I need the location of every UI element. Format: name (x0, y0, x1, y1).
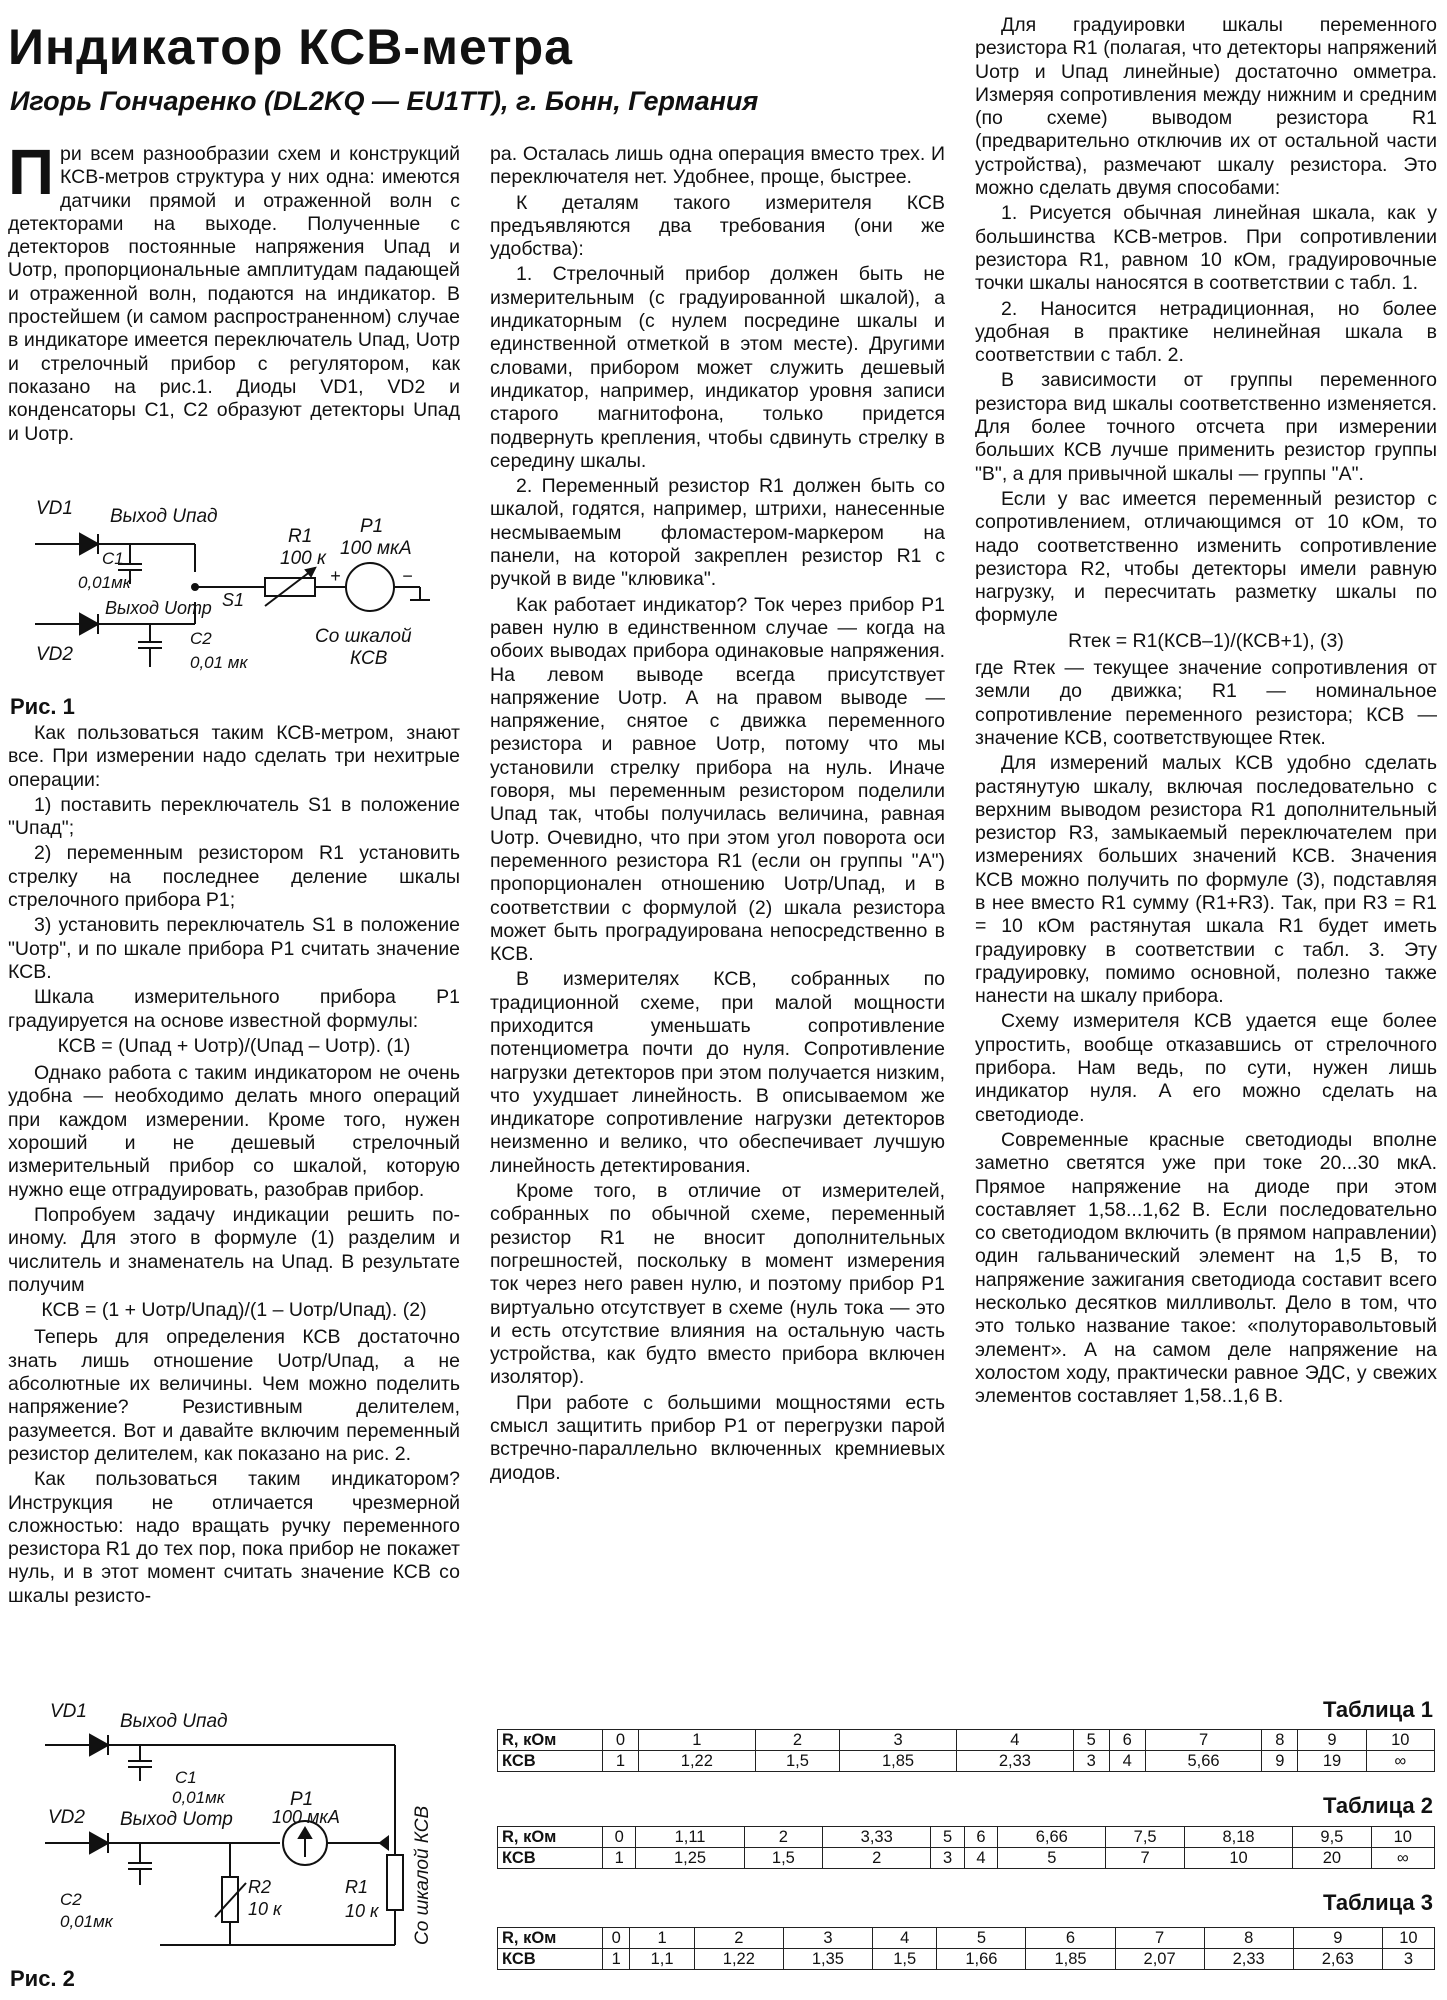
table-row (498, 1848, 1435, 1869)
table-cell: 6 (964, 1827, 997, 1848)
column-1-lower (8, 722, 460, 1610)
table-cell: 8 (1262, 1730, 1298, 1751)
table-cell: 2 (823, 1848, 931, 1869)
table-cell: 5 (937, 1928, 1026, 1949)
fig1-r1-label: R1 (288, 526, 313, 547)
article-title: Индикатор КСВ-метра (8, 19, 573, 75)
column-1 (8, 136, 460, 448)
table-3-title: Таблица 3 (1322, 1890, 1433, 1915)
drop-cap: П (8, 136, 54, 208)
list-item: 3) установить переключатель S1 в положение "Uотр", и по шкале прибора P1 считать значение КСВ. (8, 914, 460, 983)
paragraph: Как пользоваться таким индикатором? Инструкция не отличается чрезмерной сложностью: надо вращать ручку переменного резистора R1 до тех пор, пока прибор не покажет нуль, и в этот момент считать значение КСВ со шкалы резисто- (8, 1468, 460, 1607)
table-cell: 5 (998, 1848, 1106, 1869)
paragraph: При работе с большими мощностями есть смысл защитить прибор P1 от перегрузки парой встречно-параллельно включенных кремниевых диодов. (490, 1391, 945, 1484)
paragraph-text: ри всем разнообразии схем и конструкций КСВ-метров структура у них одна: имеются датчики прямой и отраженной волн с детекторами на выходе. Полученные с детекторов постоянные напряжения Uпад и Uотр, пропорциональные амплитудам падающей и отраженной волн, подаются на индикатор. В простейшем (и самом распространенном) случае в индикаторе имеется переключатель Uпад, Uотр и стрелочный прибор с регулятором, как показано на рис.1. Диоды VD1, VD2 и конденсаторы C1, C2 образуют детекторы Uпад и Uотр. (8, 143, 460, 445)
table-cell: 1,66 (937, 1949, 1026, 1970)
table-cell: 1 (603, 1848, 636, 1869)
fig1-c2-label: C2 (190, 629, 212, 648)
fig1-vd1-label: VD1 (36, 498, 73, 519)
table-cell: 3 (931, 1848, 964, 1869)
figure-1-caption: Рис. 1 (10, 694, 75, 719)
fig1-out-otr-label: Выход Uотр (105, 598, 212, 618)
table-cell: 1,22 (638, 1751, 755, 1772)
fig1-c2-value: 0,01 мк (190, 653, 248, 672)
table-cell: 3 (783, 1928, 872, 1949)
paragraph: Шкала измерительного прибора P1 градуируется на основе известной формулы: (8, 986, 460, 1032)
formula-1: КСВ = (Uпад + Uотр)/(Uпад – Uотр). (1) (57, 1034, 411, 1057)
table-row (498, 1928, 1435, 1949)
table-row (498, 1827, 1435, 1848)
table-row (498, 1730, 1435, 1751)
fig2-c1-label: C1 (175, 1768, 197, 1787)
table-cell: 4 (956, 1730, 1073, 1751)
table-cell: 1,5 (744, 1848, 822, 1869)
fig1-s1-label: S1 (222, 590, 245, 610)
table-cell: 1 (603, 1949, 630, 1970)
table-cell: 2 (755, 1730, 839, 1751)
fig1-p1-value: 100 мкА (340, 538, 412, 559)
fig1-r1-value: 100 к (280, 548, 326, 569)
paragraph: Современные красные светодиоды вполне заметно светятся уже при токе 20...30 мкА. Прямое напряжение на диоде при этом составляет 1,58...1,62 В. Если последовательно со светодиодом включить (в прямом направлении) один гальванический элемент на 1,5 В, то напряжение зажигания светодиода составит всего несколько десятков милливольт. Дело в том, что это только название такое: «полуторавольтовый элемент». А на самом деле напряжение на холостом ходу, практически равное ЭДС, у свежих элементов составляет 1,58..1,6 В. (975, 1128, 1437, 1408)
table-cell: 7,5 (1106, 1827, 1184, 1848)
table-cell: 5 (1073, 1730, 1109, 1751)
table-cell: 10 (1184, 1848, 1292, 1869)
table-1-title: Таблица 1 (1322, 1697, 1433, 1722)
table-cell: 8 (1204, 1928, 1293, 1949)
fig2-c2-label: C2 (60, 1890, 82, 1909)
table-cell: 5,66 (1145, 1751, 1262, 1772)
fig2-p1-value: 100 мкА (272, 1807, 340, 1827)
fig2-out-pad-label: Выход Uпад (120, 1711, 228, 1732)
table-cell: 6 (1109, 1730, 1145, 1751)
table-cell: 7 (1106, 1848, 1184, 1869)
list-item: 2. Переменный резистор R1 должен быть со шкалой, годятся, например, штрихи, нанесенные несмываемым фломастером-маркером на панели, на которой закреплен резистор R1 с ручкой в виде "клювика". (490, 475, 945, 591)
table-cell: 1,25 (636, 1848, 744, 1869)
paragraph: В измерителях КСВ, собранных по традиционной схеме, при малой мощности приходится уменьшать сопротивление потенциометра почти до нуля. Сопротивление нагрузки детекторов при этом получается низким, что ухудшает линейность. В описываемом же индикаторе сопротивление нагрузки детекторов неизменно и велико, что обеспечивает лучшую линейность детектирования. (490, 968, 945, 1177)
table-cell: 2,33 (956, 1751, 1073, 1772)
fig2-scale-label: Со шкалой КСВ (412, 1805, 433, 1945)
figure-2-schematic (10, 1695, 460, 1965)
figure-2-caption: Рис. 2 (10, 1966, 75, 1991)
paragraph: Схему измерителя КСВ удается еще более упростить, вообще отказавшись от стрелочного прибора. Нам ведь, по сути, нужен лишь индикатор нуля. А его можно сделать на светодиоде. (975, 1010, 1437, 1126)
table-2-title: Таблица 2 (1322, 1793, 1433, 1818)
table-1 (497, 1729, 1435, 1772)
row-header: КСВ (498, 1949, 603, 1970)
table-cell: 2,07 (1115, 1949, 1204, 1970)
list-item: 1) поставить переключатель S1 в положение "Uпад"; (8, 793, 460, 840)
table-row (498, 1949, 1435, 1970)
fig2-vd2-label: VD2 (48, 1807, 85, 1828)
fig2-r2-label: R2 (248, 1877, 272, 1897)
table-2 (497, 1826, 1435, 1869)
table-cell: 9 (1298, 1730, 1366, 1751)
table-3 (497, 1927, 1435, 1970)
fig1-c1-value: 0,01мк (78, 573, 131, 592)
paragraph: В зависимости от группы переменного резистора вид шкалы соответственно изменяется. Для более точного отсчета при измерении больших КСВ лучше применить резистор группы "В", а для привычной шкалы — группы "А". (975, 369, 1437, 485)
paragraph: Если у вас имеется переменный резистор с сопротивлением, отличающимся от 10 кОм, то надо соответственно изменить сопротивление резистора R2, чтобы детекторы имели равную нагрузку, и пересчитать разметку шкалы по формуле (975, 487, 1437, 627)
table-cell: 4 (872, 1928, 936, 1949)
figure-1-schematic (10, 492, 460, 692)
paragraph (8, 136, 460, 446)
list-item: 1. Стрелочный прибор должен быть не измерительным (с градуированной шкалой), а индикаторным (с нулем посредине шкалы и единственной отметкой в этом месте). Другими словами, прибором может служить дешевый индикатор, например, индикатор уровня записи старого магнитофона, только придется подвернуть крепления, чтобы сдвинуть стрелку в середину шкалы. (490, 263, 945, 472)
list-item: 1. Рисуется обычная линейная шкала, как у большинства КСВ-метров. При сопротивлении резистора R1, равном 10 кОм, градуировочные точки шкалы наносятся в соответствии с табл. 1. (975, 202, 1437, 295)
fig1-out-pad-label: Выход Uпад (110, 506, 218, 527)
fig2-r1-label: R1 (345, 1877, 369, 1897)
fig1-scale-label-2: КСВ (350, 648, 388, 669)
fig2-vd1-label: VD1 (50, 1701, 87, 1722)
table-cell: 7 (1145, 1730, 1262, 1751)
paragraph: Для измерений малых КСВ удобно сделать растянутую шкалу, включая последовательно с верхним выводом резистора R1 дополнительный резистор R3, замыкаемый переключателем при измерениях больших значений КСВ. Значения КСВ можно получить по формуле (3), подставляя в нее вместо R1 сумму (R1+R3). Так, при R3 = R1 = 10 кОм растянутая шкала R1 будет иметь градуировку в соответствии с табл. 3. Эту градуировку, помимо основной, полезно также нанести на шкалу прибора. (975, 752, 1437, 1008)
fig2-out-otr-label: Выход Uотр (120, 1809, 233, 1830)
table-cell: 1,5 (872, 1949, 936, 1970)
table-cell: 9,5 (1293, 1827, 1371, 1848)
table-cell: 2 (694, 1928, 783, 1949)
table-cell: ∞ (1366, 1751, 1434, 1772)
table-cell: 10 (1366, 1730, 1434, 1751)
table-cell: 1,11 (636, 1827, 744, 1848)
table-cell: 3,33 (823, 1827, 931, 1848)
row-header: R, кОм (498, 1827, 603, 1848)
table-cell: 19 (1298, 1751, 1366, 1772)
fig2-c2-value: 0,01мк (60, 1912, 113, 1931)
table-cell: 3 (1073, 1751, 1109, 1772)
table-cell: 1,22 (694, 1949, 783, 1970)
fig1-p1-label: P1 (360, 516, 384, 537)
table-cell: 2 (744, 1827, 822, 1848)
row-header: R, кОм (498, 1928, 603, 1949)
table-cell: 10 (1371, 1827, 1434, 1848)
paragraph: Как пользоваться таким КСВ-метром, знают все. При измерении надо сделать три нехитрые операции: (8, 722, 460, 791)
table-cell: 8,18 (1184, 1827, 1292, 1848)
table-cell: ∞ (1371, 1848, 1434, 1869)
table-cell: 0 (603, 1827, 636, 1848)
table-cell: 1,5 (755, 1751, 839, 1772)
list-item: 2) переменным резистором R1 установить стрелку на последнее деление шкалы стрелочного прибора P1; (8, 842, 460, 912)
table-cell: 7 (1115, 1928, 1204, 1949)
paragraph: Кроме того, в отличие от измерителей, собранных по обычной схеме, переменный резистор R1 не вносит дополнительных погрешностей, поскольку в момент измерения ток через него равен нулю, и поэтому прибор P1 виртуально отсутствует в схеме (нуль тока — это и есть отсутствие влияния на остальную часть устройства, как будто вместо прибора включен изолятор). (490, 1180, 945, 1389)
table-cell: 6 (1026, 1928, 1115, 1949)
paragraph: ра. Осталась лишь одна операция вместо трех. И переключателя нет. Удобнее, проще, быстрее. (490, 143, 945, 189)
fig1-plus: + (330, 566, 341, 586)
table-cell: 1,85 (1026, 1949, 1115, 1970)
fig1-scale-label: Со шкалой (315, 626, 412, 647)
table-cell: 1 (630, 1928, 694, 1949)
paragraph: Как работает индикатор? Ток через прибор P1 равен нулю в единственном случае — когда на обоих выводах прибора одинаковые напряжения. На левом выводе всегда присутствует напряжение Uотр. А на правом выводе — напряжение, снятое с движка переменного резистора и равное Uотр, потому что мы установили стрелку прибора на нуль. Иначе говоря, мы переменным резистором поделили Uпад так, чтобы получилась величина, равная Uотр. Очевидно, что при этом угол поворота оси переменного резистора R1 (если он группы "А") пропорционален отношению Uотр/Uпад, и в соответствии с формулой (2) шкала резистора может быть проградуирована непосредственно в КСВ. (490, 593, 945, 966)
paragraph: Теперь для определения КСВ достаточно знать лишь отношение Uотр/Uпад, а не абсолютные их величины. Чем можно поделить напряжение? Резистивным делителем, разумеется. Вот и давайте включим переменный резистор делителем, как показано на рис. 2. (8, 1326, 460, 1465)
table-cell: 3 (1382, 1949, 1434, 1970)
table-cell: 1,85 (840, 1751, 957, 1772)
table-cell: 1 (603, 1751, 639, 1772)
table-row (498, 1751, 1435, 1772)
article-author: Игорь Гончаренко (DL2KQ — EU1TT), г. Бонн, Германия (10, 86, 759, 116)
paragraph: К деталям такого измерителя КСВ предъявляются два требования (они же удобства): (490, 191, 945, 261)
table-cell: 0 (603, 1730, 639, 1751)
column-3 (975, 14, 1437, 1411)
table-cell: 1,1 (630, 1949, 694, 1970)
table-cell: 0 (603, 1928, 630, 1949)
formula-3: Rтек = R1(КСВ–1)/(КСВ+1), (3) (1068, 629, 1344, 652)
table-cell: 4 (1109, 1751, 1145, 1772)
fig2-p1-label: P1 (290, 1789, 314, 1810)
table-cell: 1,35 (783, 1949, 872, 1970)
row-header: R, кОм (498, 1730, 603, 1751)
table-cell: 9 (1262, 1751, 1298, 1772)
paragraph: Однако работа с таким индикатором не очень удобна — необходимо делать много операций при каждом измерении. Кроме того, нужен хороший и не дешевый стрелочный измерительный прибор со шкалой, которую нужно еще отградуировать, разобрав прибор. (8, 1062, 460, 1201)
table-cell: 3 (840, 1730, 957, 1751)
table-cell: 2,63 (1293, 1949, 1382, 1970)
fig2-r2-value: 10 к (248, 1899, 282, 1919)
table-cell: 10 (1382, 1928, 1434, 1949)
formula-2: КСВ = (1 + Uотр/Uпад)/(1 – Uотр/Uпад). (2) (41, 1299, 427, 1322)
fig2-r1-value: 10 к (345, 1901, 379, 1921)
paragraph: Для градуировки шкалы переменного резистора R1 (полагая, что детекторы напряжений Uотр и Uпад линейные) достаточно омметра. Измеряя сопротивления между нижним и средним (по схеме) выводом резистора R1 (предварительно отключив их от остальной части устройства), размечают шкалу резистора. Это можно сделать двумя способами: (975, 14, 1437, 200)
table-cell: 5 (931, 1827, 964, 1848)
fig1-c1-label: C1 (102, 549, 124, 568)
row-header: КСВ (498, 1848, 603, 1869)
table-cell: 1 (638, 1730, 755, 1751)
list-item: 2. Наносится нетрадиционная, но более удобная в практике нелинейная шкала в соответствии с табл. 2. (975, 297, 1437, 367)
table-cell: 20 (1293, 1848, 1371, 1869)
fig1-minus: − (402, 566, 413, 586)
row-header: КСВ (498, 1751, 603, 1772)
fig2-c1-value: 0,01мк (172, 1788, 225, 1807)
paragraph: где Rтек — текущее значение сопротивления от земли до движка; R1 — номинальное сопротивление переменного резистора; КСВ — значение КСВ, соответствующее Rтек. (975, 657, 1437, 749)
table-cell: 2,33 (1204, 1949, 1293, 1970)
fig1-vd2-label: VD2 (36, 644, 73, 665)
paragraph: Попробуем задачу индикации решить по-иному. Для этого в формуле (1) разделим и числитель и знаменатель на Uпад. В результате получим (8, 1203, 460, 1296)
table-cell: 9 (1293, 1928, 1382, 1949)
column-2 (490, 143, 945, 1487)
table-cell: 6,66 (998, 1827, 1106, 1848)
table-cell: 4 (964, 1848, 997, 1869)
